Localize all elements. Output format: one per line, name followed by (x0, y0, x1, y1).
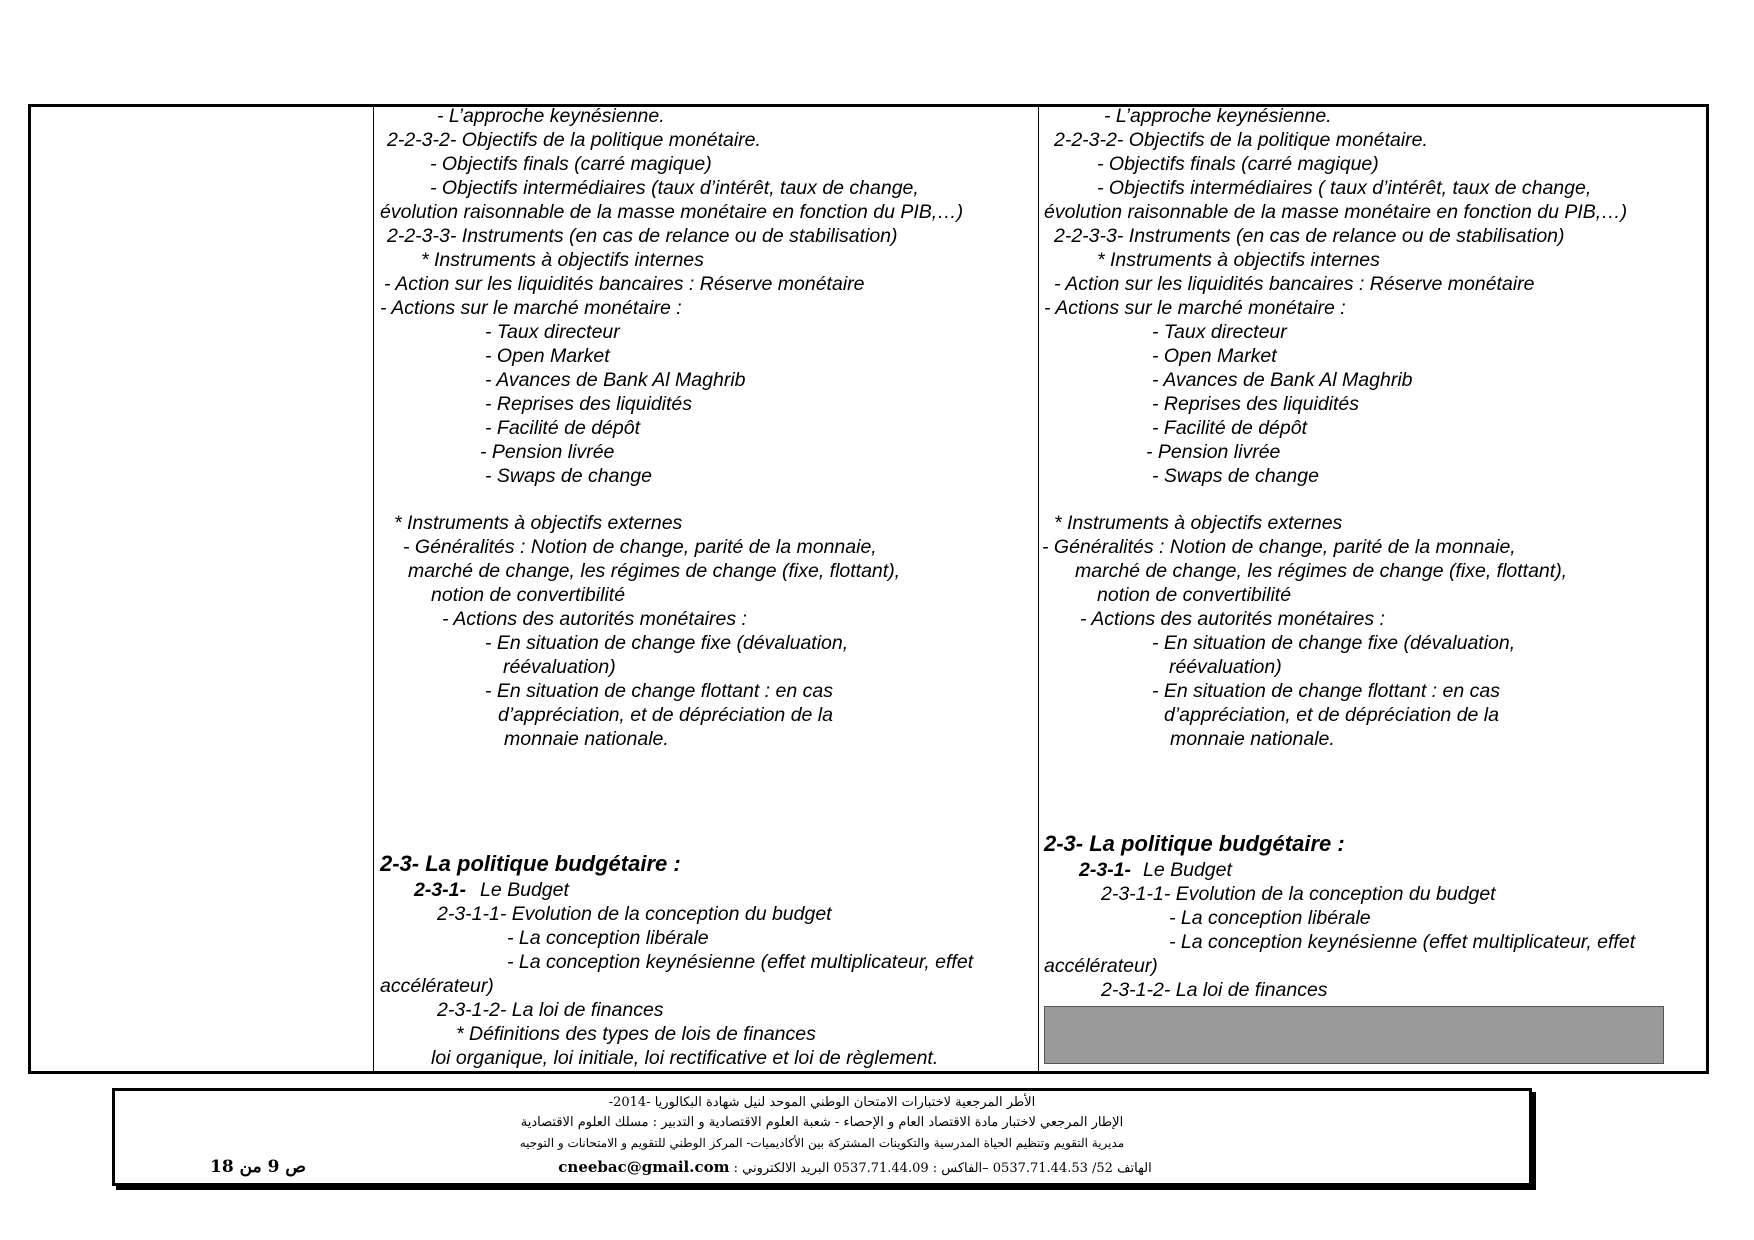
text-line: - Actions sur le marché monétaire : (380, 297, 682, 319)
page-footer (112, 1088, 1532, 1186)
text-line: - Pension livrée (480, 441, 615, 463)
footer-directorate: مديرية التقويم وتنظيم الحياة المدرسية والتكوينات المشتركة بين الأكاديميات- المركز الوطني للتقويم و الامتحانات و التوجيه (519, 1136, 1125, 1150)
text-line: - Action sur les liquidités bancaires : Réserve monétaire (384, 273, 865, 295)
text-line: - Actions des autorités monétaires : (442, 608, 747, 630)
text-line: - La conception keynésienne (effet multiplicateur, effet (507, 951, 974, 973)
text-line: * Instruments à objectifs internes (421, 249, 704, 271)
text-line: - L’approche keynésienne. (437, 107, 665, 127)
text-line: * Instruments à objectifs internes (1097, 249, 1380, 271)
text-line: - Taux directeur (485, 321, 620, 343)
text-line: - Généralités : Notion de change, parité de la monnaie, (403, 536, 877, 558)
footer-phone-fax: الهاتف 52/ 0537.71.44.53 –الفاكس : 0537.71.44.09 البريد الالكتروني : (733, 1161, 1152, 1176)
text-line: - Reprises des liquidités (1152, 393, 1360, 415)
text-line: - Objectifs finals (carré magique) (430, 153, 712, 175)
text-line: - Reprises des liquidités (485, 393, 693, 415)
redacted-box (1044, 1006, 1664, 1064)
text-line: - Taux directeur (1152, 321, 1287, 343)
subsection-number: 2-3-1- (1079, 859, 1132, 881)
left-content-column (374, 107, 1038, 1071)
text-line: - Pension livrée (1146, 441, 1281, 463)
text-line: évolution raisonnable de la masse monétaire en fonction du PIB,…) (1044, 201, 1628, 223)
text-line: - Facilité de dépôt (1152, 417, 1308, 439)
text-line: - La conception libérale (1169, 907, 1371, 929)
text-line: monnaie nationale. (1170, 728, 1335, 750)
text-line: - En situation de change flottant : en cas (1152, 680, 1500, 702)
text-line: - En situation de change fixe (dévaluation, (1152, 632, 1516, 654)
empty-first-column (31, 107, 373, 1071)
text-line: * Instruments à objectifs externes (1054, 512, 1343, 534)
text-line: - Open Market (1152, 345, 1277, 367)
text-line: - Avances de Bank Al Maghrib (485, 369, 746, 391)
text-line: - La conception libérale (507, 927, 709, 949)
text-line: monnaie nationale. (504, 728, 669, 750)
text-line: marché de change, les régimes de change (fixe, flottant), (408, 560, 901, 582)
text-line: notion de convertibilité (1097, 584, 1292, 606)
text-line: réévaluation) (1169, 656, 1282, 678)
text-line: - Actions sur le marché monétaire : (1044, 297, 1346, 319)
text-line: accélérateur) (380, 975, 494, 997)
content-table (28, 104, 1709, 1074)
text-line: - La conception keynésienne (effet multiplicateur, effet (1169, 931, 1636, 953)
text-line: 2-3-1-1- Evolution de la conception du budget (1101, 883, 1496, 905)
subsection-number: 2-3-1- (414, 879, 467, 901)
text-line: 2-3-1-2- La loi de finances (437, 999, 664, 1021)
text-line: accélérateur) (1044, 955, 1158, 977)
text-line: - L’approche keynésienne. (1104, 107, 1332, 127)
text-line: 2-2-3-3- Instruments (en cas de relance ou de stabilisation) (1054, 225, 1565, 247)
text-line: loi organique, loi initiale, loi rectificative et loi de règlement. (431, 1047, 939, 1069)
text-line: d’appréciation, et de dépréciation de la (1164, 704, 1499, 726)
footer-email[interactable]: cneebac@gmail.com (558, 1158, 730, 1176)
text-line: Le Budget (480, 879, 569, 901)
footer-contact-row (115, 1155, 1529, 1179)
text-line: notion de convertibilité (431, 584, 626, 606)
text-line: marché de change, les régimes de change (fixe, flottant), (1075, 560, 1568, 582)
text-line: 2-3-1-1- Evolution de la conception du budget (437, 903, 832, 925)
text-line: - Objectifs intermédiaires ( taux d’intérêt, taux de change, (1097, 177, 1592, 199)
footer-subtitle: الإطار المرجعي لاختبار مادة الاقتصاد العام و الإحصاء - شعبة العلوم الاقتصادية و التدبير : مسلك العلوم الاقتصادية (520, 1115, 1124, 1130)
text-line: d’appréciation, et de dépréciation de la (498, 704, 833, 726)
text-line: - En situation de change fixe (dévaluation, (485, 632, 849, 654)
text-line: - Action sur les liquidités bancaires : Réserve monétaire (1054, 273, 1535, 295)
text-line: * Instruments à objectifs externes (394, 512, 683, 534)
text-line: * Définitions des types de lois de finances (456, 1023, 816, 1045)
text-line: - En situation de change flottant : en cas (485, 680, 833, 702)
right-content-column (1039, 107, 1706, 1071)
text-line: - Généralités : Notion de change, parité de la monnaie, (1042, 536, 1516, 558)
text-line: évolution raisonnable de la masse monétaire en fonction du PIB,…) (380, 201, 964, 223)
text-line: 2-2-3-2- Objectifs de la politique monétaire. (387, 129, 761, 151)
text-line: - Swaps de change (485, 465, 652, 487)
text-line: - Swaps de change (1152, 465, 1319, 487)
text-line: - Facilité de dépôt (485, 417, 641, 439)
footer-title: الأطر المرجعية لاختبارات الامتحان الوطني الموحد لنيل شهادة البكالوريا -2014- (608, 1095, 1036, 1110)
text-line: Le Budget (1143, 859, 1232, 881)
text-line: 2-2-3-2- Objectifs de la politique monétaire. (1054, 129, 1428, 151)
text-line: 2-3-1-2- La loi de finances (1101, 979, 1328, 1001)
text-line: 2-2-3-3- Instruments (en cas de relance ou de stabilisation) (387, 225, 898, 247)
text-line: réévaluation) (503, 656, 616, 678)
text-line: - Objectifs finals (carré magique) (1097, 153, 1379, 175)
section-heading: 2-3- La politique budgétaire : (380, 851, 681, 876)
text-line: - Open Market (485, 345, 610, 367)
text-line: - Objectifs intermédiaires (taux d’intérêt, taux de change, (430, 177, 919, 199)
text-line: - Actions des autorités monétaires : (1080, 608, 1385, 630)
section-heading: 2-3- La politique budgétaire : (1044, 831, 1345, 856)
text-line: - Avances de Bank Al Maghrib (1152, 369, 1413, 391)
page-number: ص 9 من 18 (210, 1157, 306, 1177)
